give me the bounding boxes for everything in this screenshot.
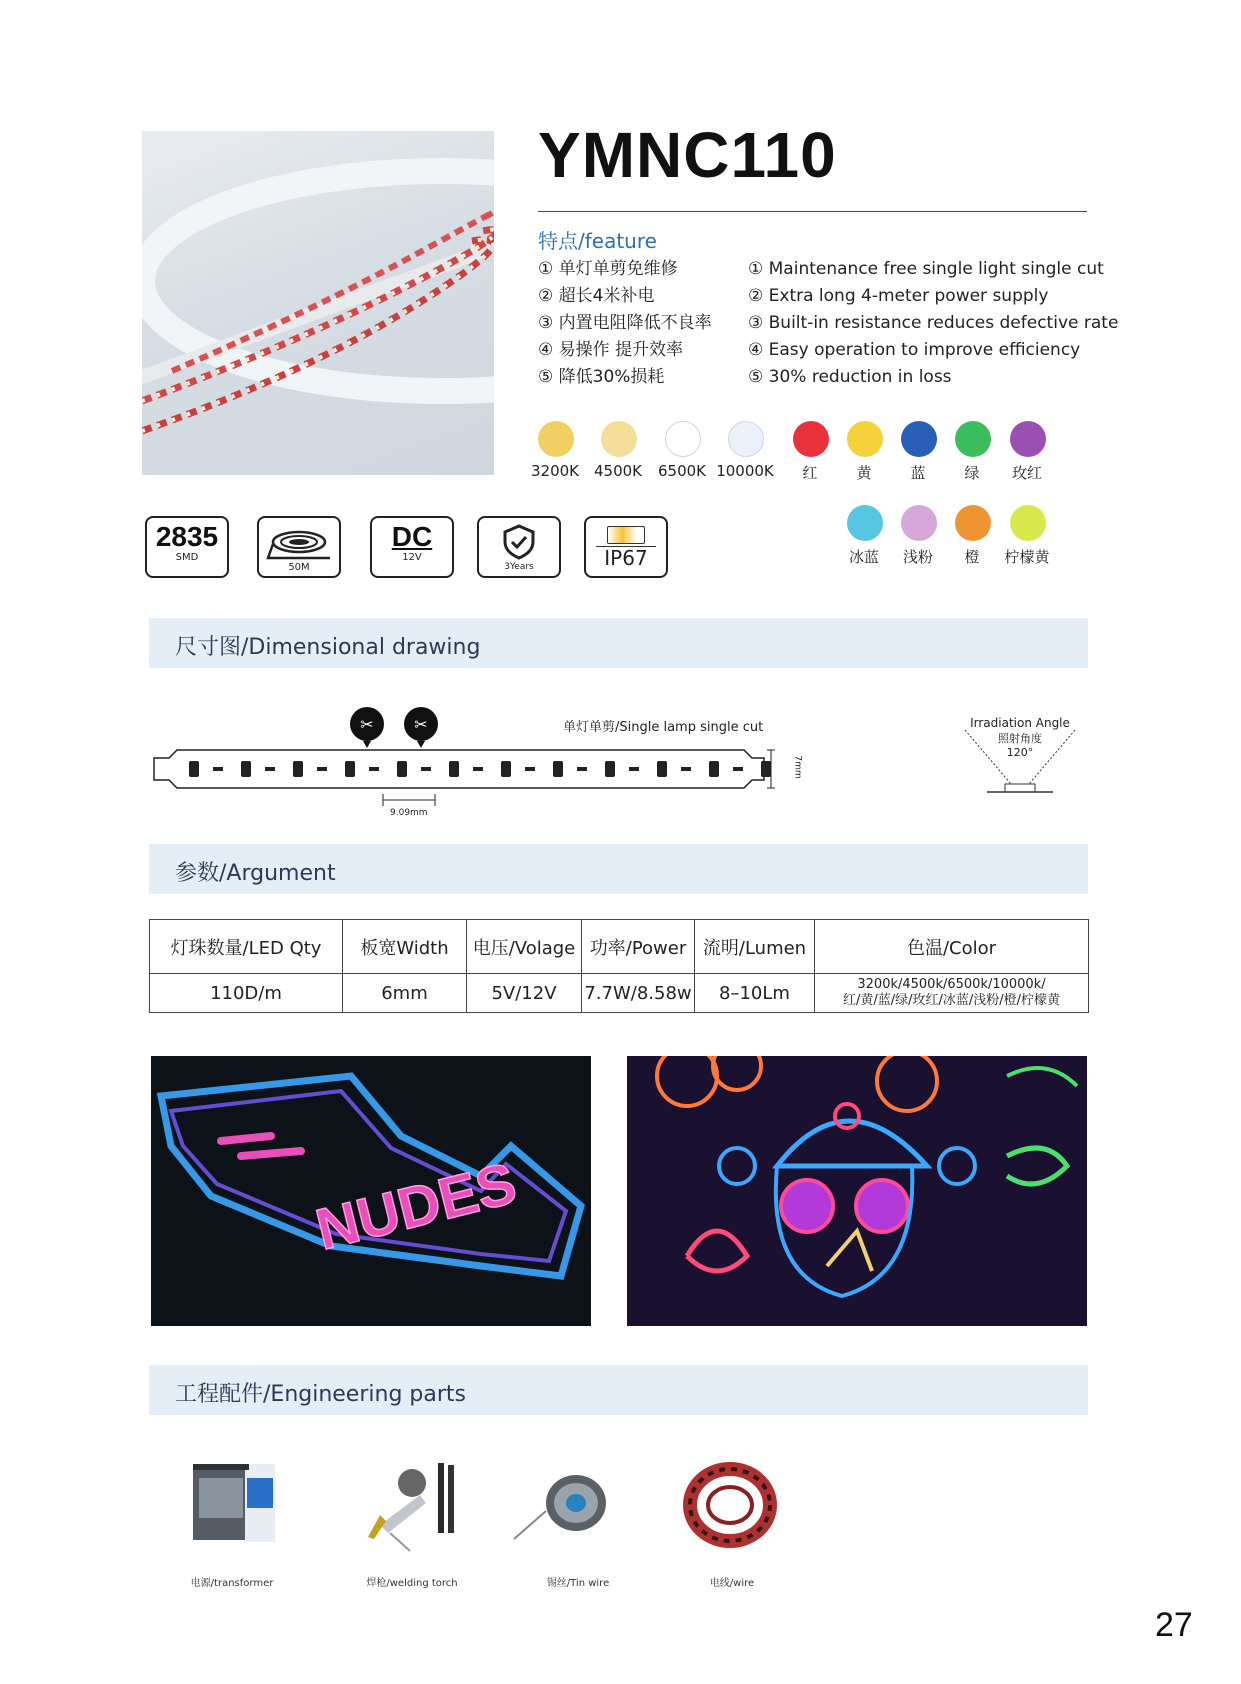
color-swatch — [847, 421, 883, 457]
height-label: 7mm — [792, 755, 803, 779]
feature-item-en: ④ Easy operation to improve efficiency — [748, 340, 1081, 360]
welding-torch-icon — [360, 1455, 470, 1559]
waterproof-icon — [607, 526, 645, 544]
header-color: 色温/Color — [815, 920, 1089, 974]
cell-width: 6mm — [343, 974, 467, 1013]
color-swatch — [601, 421, 637, 457]
resistor-mark — [213, 767, 223, 771]
feature-heading: 特点/feature — [538, 229, 657, 253]
feature-item-en: ① Maintenance free single light single cut — [748, 259, 1104, 279]
dimensional-drawing — [149, 700, 939, 820]
header-width: 板宽Width — [343, 920, 467, 974]
feature-item-en: ③ Built-in resistance reduces defective rate — [748, 313, 1119, 333]
table-row — [150, 974, 1089, 1013]
led-chip — [657, 761, 667, 777]
neon-sign-text: NUDES — [309, 1150, 523, 1263]
badge-length-label: 50M — [288, 562, 310, 573]
neon-photo-character — [627, 1056, 1087, 1326]
color-swatch — [793, 421, 829, 457]
badge-smd — [145, 516, 229, 578]
color-swatch-label: 蓝 — [910, 464, 926, 482]
header-power: 功率/Power — [582, 920, 695, 974]
badge-voltage — [370, 516, 454, 578]
badge-warranty — [477, 516, 561, 578]
pitch-label: 9.09mm — [390, 808, 428, 818]
badge-smd-value: 2835 — [155, 521, 219, 552]
section-engineering — [149, 1365, 1088, 1415]
badge-ip-value: IP67 — [596, 546, 656, 569]
wire-coil-icon — [680, 1455, 780, 1559]
angle-cn-label: 照射角度 — [998, 732, 1042, 745]
color-swatch — [538, 421, 574, 457]
feature-item-cn: ⑤ 降低30%损耗 — [538, 367, 665, 387]
header-lumen: 流明/Lumen — [695, 920, 815, 974]
resistor-mark — [265, 767, 275, 771]
feature-item-en: ② Extra long 4-meter power supply — [748, 286, 1049, 306]
led-chip — [189, 761, 199, 777]
color-swatch — [901, 505, 937, 541]
led-chip — [605, 761, 615, 777]
feature-item-cn: ④ 易操作 提升效率 — [538, 340, 684, 360]
model-title: YMNC110 — [538, 119, 837, 191]
resistor-mark — [681, 767, 691, 771]
title-divider — [538, 211, 1087, 212]
header-led-qty: 灯珠数量/LED Qty — [150, 920, 343, 974]
led-chip — [501, 761, 511, 777]
color-swatch — [847, 505, 883, 541]
led-chip — [449, 761, 459, 777]
table-header-row — [150, 920, 1089, 974]
cell-power: 7.7W/8.58w — [582, 974, 695, 1013]
badge-smd-label: SMD — [175, 552, 199, 563]
color-swatch — [665, 421, 701, 457]
part-label-transformer: 电源/transformer — [190, 1578, 274, 1589]
cell-voltage: 5V/12V — [467, 974, 582, 1013]
resistor-mark — [525, 767, 535, 771]
led-chip — [293, 761, 303, 777]
feature-list-cn — [538, 256, 712, 391]
led-chip — [709, 761, 719, 777]
feature-item-cn: ③ 内置电阻降低不良率 — [538, 313, 712, 333]
cell-lumen: 8–10Lm — [695, 974, 815, 1013]
resistor-mark — [733, 767, 743, 771]
part-label-welding-torch: 焊枪/welding torch — [366, 1578, 458, 1589]
badge-voltage-label: 12V — [402, 552, 422, 563]
color-swatch — [955, 505, 991, 541]
argument-table — [149, 919, 1089, 1013]
color-swatch-label: 绿 — [964, 464, 980, 482]
cell-color — [815, 974, 1089, 1013]
resistor-mark — [473, 767, 483, 771]
feature-list-en — [748, 256, 1118, 391]
cell-led-qty: 110D/m — [150, 974, 343, 1013]
color-swatch-label: 橙 — [964, 548, 980, 566]
color-swatch-label: 冰蓝 — [848, 548, 879, 566]
color-swatch-label: 3200K — [530, 462, 579, 480]
section-title-argument: 参数/Argument — [175, 861, 336, 886]
color-swatch-label: 玫红 — [1011, 464, 1042, 482]
color-swatch-label: 6500K — [657, 462, 706, 480]
svg-text:✂: ✂ — [360, 715, 374, 734]
badge-voltage-value: DC — [391, 521, 433, 552]
badge-length — [257, 516, 341, 578]
product-photo — [142, 131, 494, 475]
section-title-engineering: 工程配件/Engineering parts — [175, 1382, 466, 1407]
color-swatch-label: 浅粉 — [902, 548, 933, 566]
reel-icon — [260, 524, 338, 564]
badge-ip-rating — [584, 516, 668, 578]
color-swatch — [1010, 505, 1046, 541]
tin-wire-icon — [510, 1455, 620, 1559]
color-swatch — [901, 421, 937, 457]
color-swatch-label: 黄 — [856, 464, 872, 482]
color-swatch — [955, 421, 991, 457]
section-argument — [149, 844, 1088, 894]
color-swatch-label: 4500K — [593, 462, 642, 480]
part-label-tin-wire: 锡丝/Tin wire — [546, 1578, 610, 1589]
color-swatch-label: 柠檬黄 — [1004, 548, 1050, 566]
led-chip — [761, 761, 771, 777]
page-number: 27 — [1155, 1606, 1193, 1644]
shield-check-icon — [499, 524, 539, 560]
irradiation-angle-diagram — [955, 716, 1085, 806]
feature-item-cn: ② 超长4米补电 — [538, 286, 655, 306]
feature-item-en: ⑤ 30% reduction in loss — [748, 367, 952, 387]
feature-item-cn: ① 单灯单剪免维修 — [538, 259, 678, 279]
resistor-mark — [629, 767, 639, 771]
section-dimensional — [149, 618, 1088, 668]
color-line-2: 红/黄/蓝/绿/玫红/冰蓝/浅粉/橙/柠檬黄 — [842, 993, 1061, 1008]
led-chip — [553, 761, 563, 777]
svg-text:✂: ✂ — [414, 715, 428, 734]
color-swatch — [1010, 421, 1046, 457]
led-chip — [241, 761, 251, 777]
resistor-mark — [577, 767, 587, 771]
header-voltage: 电压/Volage — [467, 920, 582, 974]
cut-label: 单灯单剪/Single lamp single cut — [563, 720, 764, 735]
color-line-1: 3200k/4500k/6500k/10000k/ — [857, 977, 1046, 992]
neon-photo-sign — [151, 1056, 591, 1326]
color-swatch-label: 红 — [802, 464, 818, 482]
color-swatch — [728, 421, 764, 457]
color-swatch-label: 10000K — [716, 462, 774, 480]
led-chip — [345, 761, 355, 777]
resistor-mark — [421, 767, 431, 771]
badge-warranty-label: 3Years — [504, 562, 534, 572]
power-supply-icon — [185, 1458, 280, 1552]
led-chip — [397, 761, 407, 777]
part-label-wire: 电线/wire — [709, 1578, 755, 1589]
section-title-dimensional: 尺寸图/Dimensional drawing — [175, 635, 481, 660]
angle-title: Irradiation Angle — [970, 716, 1070, 730]
angle-value: 120° — [1006, 746, 1034, 759]
resistor-mark — [317, 767, 327, 771]
resistor-mark — [369, 767, 379, 771]
